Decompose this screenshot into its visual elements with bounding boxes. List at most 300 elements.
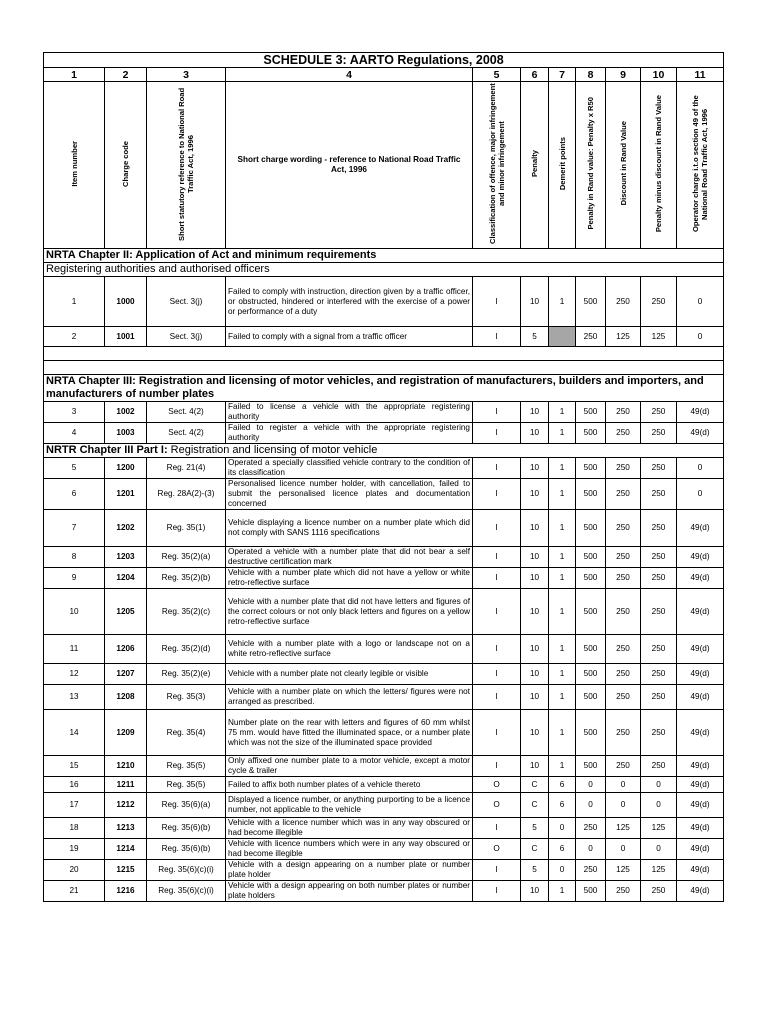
penalty-cell: 10	[521, 458, 549, 479]
statutory-reference-cell: Reg. 35(1)	[147, 510, 226, 547]
discount-cell: 250	[606, 277, 641, 327]
penalty-rand-cell: 500	[576, 568, 606, 589]
statutory-reference-cell: Reg. 21(4)	[147, 458, 226, 479]
penalty-rand-cell: 500	[576, 277, 606, 327]
statutory-reference-cell: Sect. 3(j)	[147, 327, 226, 347]
column-number-row	[44, 68, 724, 82]
classification-cell: I	[473, 756, 521, 777]
statutory-reference-cell: Reg. 35(5)	[147, 756, 226, 777]
operator-charge-cell: 49(d)	[677, 793, 724, 818]
penalty-rand-cell: 500	[576, 635, 606, 664]
operator-charge-cell: 49(d)	[677, 510, 724, 547]
discount-cell: 0	[606, 839, 641, 860]
demerit-points-cell: 6	[549, 839, 576, 860]
item-number-cell: 2	[44, 327, 105, 347]
penalty-cell: 10	[521, 881, 549, 902]
colnum-3: 3	[147, 68, 226, 82]
charge-wording-cell: Vehicle with a number plate which did not have a yellow or white retro-reflective surface	[226, 568, 473, 589]
charge-wording-cell: Vehicle with a design appearing on a number plate or number plate holder	[226, 860, 473, 881]
item-number-cell: 17	[44, 793, 105, 818]
penalty-minus-discount-cell: 250	[641, 277, 677, 327]
subsection-heading-rest: Registration and licensing of motor vehicle	[167, 444, 378, 456]
penalty-cell: 10	[521, 635, 549, 664]
penalty-cell: 10	[521, 479, 549, 510]
operator-charge-cell: 49(d)	[677, 685, 724, 710]
charge-wording-cell: Displayed a licence number, or anything purporting to be a licence number, not applicable to the vehicle	[226, 793, 473, 818]
subsection-heading	[44, 444, 724, 458]
charge-wording-cell: Operated a specially classified vehicle contrary to the condition of its classification	[226, 458, 473, 479]
classification-cell: I	[473, 423, 521, 444]
item-number-cell: 21	[44, 881, 105, 902]
penalty-rand-cell: 250	[576, 860, 606, 881]
table-row	[44, 479, 724, 510]
spacer-cell	[44, 361, 724, 375]
charge-code-cell: 1205	[105, 589, 147, 635]
header-discount-cell	[606, 82, 641, 249]
header-row	[44, 82, 724, 249]
charge-code-cell: 1204	[105, 568, 147, 589]
table-row	[44, 793, 724, 818]
statutory-reference-cell: Reg. 35(6)(c)(i)	[147, 860, 226, 881]
operator-charge-cell: 49(d)	[677, 589, 724, 635]
header-classification: Classification of offence, major infringement and minor infringement	[487, 83, 506, 244]
penalty-minus-discount-cell: 125	[641, 818, 677, 839]
charge-code-cell: 1209	[105, 710, 147, 756]
table-row	[44, 685, 724, 710]
demerit-points-cell: 1	[549, 277, 576, 327]
header-statutory-reference: Short statutory reference to National Road Traffic Act, 1996	[177, 86, 195, 241]
operator-charge-cell: 0	[677, 277, 724, 327]
classification-cell: I	[473, 685, 521, 710]
operator-charge-cell: 49(d)	[677, 568, 724, 589]
charge-code-cell: 1202	[105, 510, 147, 547]
colnum-8: 8	[576, 68, 606, 82]
penalty-minus-discount-cell: 250	[641, 710, 677, 756]
header-penalty-cell	[521, 82, 549, 249]
demerit-points-cell: 1	[549, 458, 576, 479]
header-discount: Discount in Rand Value	[618, 121, 628, 206]
header-penalty-rand: Penalty in Rand value: Penalty x R50	[586, 97, 595, 230]
item-number-cell: 3	[44, 402, 105, 423]
table-row	[44, 881, 724, 902]
operator-charge-cell: 49(d)	[677, 664, 724, 685]
header-charge-wording: Short charge wording - reference to National Road Traffic Act, 1996	[226, 82, 473, 249]
penalty-rand-cell: 250	[576, 327, 606, 347]
penalty-minus-discount-cell: 250	[641, 635, 677, 664]
table-row	[44, 277, 724, 327]
item-number-cell: 6	[44, 479, 105, 510]
table-row	[44, 327, 724, 347]
demerit-points-cell: 1	[549, 710, 576, 756]
statutory-reference-cell: Reg. 35(2)(b)	[147, 568, 226, 589]
demerit-points-cell: 1	[549, 756, 576, 777]
schedule-title: SCHEDULE 3: AARTO Regulations, 2008	[44, 53, 724, 68]
operator-charge-cell: 49(d)	[677, 881, 724, 902]
penalty-cell: 10	[521, 547, 549, 568]
demerit-points-cell: 1	[549, 589, 576, 635]
charge-wording-cell: Only affixed one number plate to a motor vehicle, except a motor cycle & trailer	[226, 756, 473, 777]
subsection-row	[44, 444, 724, 458]
operator-charge-cell: 49(d)	[677, 818, 724, 839]
subsection-heading: Registering authorities and authorised officers	[44, 263, 724, 277]
table-row	[44, 860, 724, 881]
operator-charge-cell: 0	[677, 327, 724, 347]
demerit-points-cell: 1	[549, 402, 576, 423]
penalty-rand-cell: 500	[576, 710, 606, 756]
statutory-reference-cell: Reg. 35(3)	[147, 685, 226, 710]
discount-cell: 125	[606, 818, 641, 839]
penalty-cell: 5	[521, 818, 549, 839]
charge-wording-cell: Vehicle with a number plate that did not have letters and figures of the correct colours or not only black letters and figures on a yellow retro-reflective surface	[226, 589, 473, 635]
penalty-cell: 10	[521, 589, 549, 635]
classification-cell: O	[473, 839, 521, 860]
header-statutory-reference-cell	[147, 82, 226, 249]
statutory-reference-cell: Reg. 35(2)(c)	[147, 589, 226, 635]
classification-cell: O	[473, 777, 521, 793]
operator-charge-cell: 49(d)	[677, 423, 724, 444]
chapter-heading: NRTA Chapter III: Registration and licensing of motor vehicles, and registration of manufacturers, builders and importers, and manufacturers of number plates	[44, 375, 724, 402]
operator-charge-cell: 49(d)	[677, 860, 724, 881]
item-number-cell: 8	[44, 547, 105, 568]
penalty-minus-discount-cell: 250	[641, 423, 677, 444]
penalty-rand-cell: 500	[576, 547, 606, 568]
operator-charge-cell: 49(d)	[677, 710, 724, 756]
item-number-cell: 13	[44, 685, 105, 710]
penalty-minus-discount-cell: 250	[641, 547, 677, 568]
demerit-points-cell	[549, 327, 576, 347]
operator-charge-cell: 49(d)	[677, 547, 724, 568]
colnum-7: 7	[549, 68, 576, 82]
table-row	[44, 458, 724, 479]
header-demerit-points: Demerit points	[557, 136, 567, 191]
penalty-cell: 10	[521, 423, 549, 444]
demerit-points-cell: 1	[549, 568, 576, 589]
header-item-number: Item number	[69, 140, 79, 187]
demerit-points-cell: 1	[549, 685, 576, 710]
charge-wording-cell: Personalised licence number holder, with cancellation, failed to submit the personalised licence plates and documentation concerned	[226, 479, 473, 510]
demerit-points-cell: 1	[549, 664, 576, 685]
penalty-minus-discount-cell: 0	[641, 839, 677, 860]
table-row	[44, 777, 724, 793]
spacer-cell	[44, 347, 724, 361]
discount-cell: 0	[606, 777, 641, 793]
operator-charge-cell: 49(d)	[677, 839, 724, 860]
penalty-rand-cell: 500	[576, 423, 606, 444]
penalty-minus-discount-cell: 250	[641, 568, 677, 589]
header-charge-code: Charge code	[121, 140, 130, 187]
item-number-cell: 7	[44, 510, 105, 547]
charge-code-cell: 1002	[105, 402, 147, 423]
header-penalty-minus-discount: Penalty minus discount in Rand Value	[654, 94, 663, 233]
classification-cell: I	[473, 710, 521, 756]
item-number-cell: 1	[44, 277, 105, 327]
colnum-9: 9	[606, 68, 641, 82]
discount-cell: 250	[606, 756, 641, 777]
discount-cell: 250	[606, 589, 641, 635]
colnum-1: 1	[44, 68, 105, 82]
charge-wording-cell: Failed to comply with instruction, direction given by a traffic officer, or obstructed, hindered or interfered with the exercise of a power or performance of a duty	[226, 277, 473, 327]
table-row	[44, 423, 724, 444]
classification-cell: I	[473, 479, 521, 510]
penalty-minus-discount-cell: 250	[641, 685, 677, 710]
chapter-row	[44, 249, 724, 263]
spacer-row	[44, 361, 724, 375]
item-number-cell: 18	[44, 818, 105, 839]
classification-cell: O	[473, 793, 521, 818]
chapter-heading: NRTA Chapter II: Application of Act and minimum requirements	[44, 249, 724, 263]
table-row	[44, 547, 724, 568]
item-number-cell: 5	[44, 458, 105, 479]
charge-code-cell: 1214	[105, 839, 147, 860]
header-penalty-minus-discount-cell	[641, 82, 677, 249]
penalty-rand-cell: 500	[576, 589, 606, 635]
table-row	[44, 664, 724, 685]
operator-charge-cell: 0	[677, 479, 724, 510]
penalty-cell: 10	[521, 756, 549, 777]
demerit-points-cell: 1	[549, 510, 576, 547]
subsection-heading-bold: NRTR Chapter III Part I:	[46, 444, 168, 456]
header-penalty: Penalty	[530, 149, 539, 177]
penalty-rand-cell: 500	[576, 402, 606, 423]
item-number-cell: 10	[44, 589, 105, 635]
penalty-cell: C	[521, 839, 549, 860]
statutory-reference-cell: Reg. 35(5)	[147, 777, 226, 793]
table-row	[44, 635, 724, 664]
penalty-cell: 10	[521, 510, 549, 547]
penalty-minus-discount-cell: 250	[641, 756, 677, 777]
operator-charge-cell: 0	[677, 458, 724, 479]
charge-wording-cell: Number plate on the rear with letters and figures of 60 mm whilst 75 mm. would have fitted the illuminated space, or a number plate which was not the size of the illuminated space provided	[226, 710, 473, 756]
header-operator-charge-cell	[677, 82, 724, 249]
charge-wording-cell: Vehicle with licence numbers which were in any way obscured or had become illegible	[226, 839, 473, 860]
charge-wording-cell: Vehicle displaying a licence number on a number plate which did not comply with SANS 1116 specifications	[226, 510, 473, 547]
penalty-cell: 5	[521, 860, 549, 881]
statutory-reference-cell: Reg. 35(2)(d)	[147, 635, 226, 664]
charge-code-cell: 1216	[105, 881, 147, 902]
penalty-cell: 10	[521, 568, 549, 589]
charge-wording-cell: Vehicle with a number plate on which the letters/ figures were not arranged as prescribed.	[226, 685, 473, 710]
penalty-minus-discount-cell: 250	[641, 510, 677, 547]
colnum-10: 10	[641, 68, 677, 82]
statutory-reference-cell: Reg. 35(6)(b)	[147, 818, 226, 839]
statutory-reference-cell: Reg. 35(4)	[147, 710, 226, 756]
item-number-cell: 12	[44, 664, 105, 685]
charge-wording-cell: Vehicle with a number plate not clearly legible or visible	[226, 664, 473, 685]
classification-cell: I	[473, 860, 521, 881]
charge-code-cell: 1208	[105, 685, 147, 710]
chapter-row	[44, 375, 724, 402]
charge-wording-cell: Vehicle with a licence number which was in any way obscured or had become illegible	[226, 818, 473, 839]
operator-charge-cell: 49(d)	[677, 635, 724, 664]
penalty-cell: 10	[521, 402, 549, 423]
subsection-row	[44, 263, 724, 277]
item-number-cell: 9	[44, 568, 105, 589]
statutory-reference-cell: Reg. 35(2)(e)	[147, 664, 226, 685]
discount-cell: 250	[606, 547, 641, 568]
header-classification-cell	[473, 82, 521, 249]
operator-charge-cell: 49(d)	[677, 777, 724, 793]
discount-cell: 125	[606, 860, 641, 881]
penalty-minus-discount-cell: 250	[641, 479, 677, 510]
operator-charge-cell: 49(d)	[677, 756, 724, 777]
classification-cell: I	[473, 635, 521, 664]
charge-wording-cell: Vehicle with a design appearing on both number plates or number plate holders	[226, 881, 473, 902]
charge-wording-cell: Failed to comply with a signal from a traffic officer	[226, 327, 473, 347]
item-number-cell: 19	[44, 839, 105, 860]
charge-code-cell: 1206	[105, 635, 147, 664]
statutory-reference-cell: Sect. 3(j)	[147, 277, 226, 327]
penalty-minus-discount-cell: 0	[641, 777, 677, 793]
demerit-points-cell: 6	[549, 777, 576, 793]
classification-cell: I	[473, 327, 521, 347]
penalty-rand-cell: 500	[576, 479, 606, 510]
discount-cell: 250	[606, 881, 641, 902]
demerit-points-cell: 1	[549, 423, 576, 444]
penalty-minus-discount-cell: 250	[641, 402, 677, 423]
statutory-reference-cell: Reg. 35(6)(a)	[147, 793, 226, 818]
charge-code-cell: 1210	[105, 756, 147, 777]
demerit-points-cell: 6	[549, 793, 576, 818]
classification-cell: I	[473, 458, 521, 479]
operator-charge-cell: 49(d)	[677, 402, 724, 423]
discount-cell: 0	[606, 793, 641, 818]
table-row	[44, 839, 724, 860]
penalty-rand-cell: 500	[576, 458, 606, 479]
colnum-11: 11	[677, 68, 724, 82]
charge-code-cell: 1003	[105, 423, 147, 444]
charge-code-cell: 1001	[105, 327, 147, 347]
penalty-cell: 10	[521, 277, 549, 327]
demerit-points-cell: 0	[549, 818, 576, 839]
statutory-reference-cell: Sect. 4(2)	[147, 402, 226, 423]
discount-cell: 125	[606, 327, 641, 347]
penalty-minus-discount-cell: 0	[641, 793, 677, 818]
demerit-points-cell: 0	[549, 860, 576, 881]
penalty-minus-discount-cell: 125	[641, 327, 677, 347]
classification-cell: I	[473, 589, 521, 635]
demerit-points-cell: 1	[549, 547, 576, 568]
penalty-rand-cell: 500	[576, 510, 606, 547]
classification-cell: I	[473, 664, 521, 685]
penalty-cell: 10	[521, 664, 549, 685]
statutory-reference-cell: Reg. 28A(2)-(3)	[147, 479, 226, 510]
item-number-cell: 14	[44, 710, 105, 756]
spacer-row	[44, 347, 724, 361]
discount-cell: 250	[606, 664, 641, 685]
charge-code-cell: 1207	[105, 664, 147, 685]
demerit-points-cell: 1	[549, 881, 576, 902]
charge-code-cell: 1201	[105, 479, 147, 510]
table-row	[44, 818, 724, 839]
table-row	[44, 756, 724, 777]
discount-cell: 250	[606, 510, 641, 547]
discount-cell: 250	[606, 635, 641, 664]
charge-wording-cell: Operated a vehicle with a number plate that did not bear a self destructive certification mark	[226, 547, 473, 568]
statutory-reference-cell: Reg. 35(2)(a)	[147, 547, 226, 568]
charge-code-cell: 1212	[105, 793, 147, 818]
schedule-table	[43, 52, 724, 902]
penalty-cell: 5	[521, 327, 549, 347]
statutory-reference-cell: Sect. 4(2)	[147, 423, 226, 444]
table-row	[44, 589, 724, 635]
discount-cell: 250	[606, 685, 641, 710]
header-operator-charge: Operator charge i.t.o section 49 of the National Road Traffic Act, 1996	[691, 95, 710, 232]
table-row	[44, 710, 724, 756]
table-row	[44, 568, 724, 589]
penalty-rand-cell: 250	[576, 818, 606, 839]
statutory-reference-cell: Reg. 35(6)(b)	[147, 839, 226, 860]
classification-cell: I	[473, 568, 521, 589]
penalty-minus-discount-cell: 250	[641, 664, 677, 685]
penalty-cell: 10	[521, 685, 549, 710]
classification-cell: I	[473, 818, 521, 839]
penalty-rand-cell: 0	[576, 777, 606, 793]
penalty-minus-discount-cell: 250	[641, 589, 677, 635]
colnum-6: 6	[521, 68, 549, 82]
discount-cell: 250	[606, 423, 641, 444]
penalty-cell: C	[521, 793, 549, 818]
penalty-cell: 10	[521, 710, 549, 756]
charge-code-cell: 1213	[105, 818, 147, 839]
penalty-rand-cell: 500	[576, 685, 606, 710]
header-charge-code-cell	[105, 82, 147, 249]
item-number-cell: 11	[44, 635, 105, 664]
demerit-points-cell: 1	[549, 479, 576, 510]
classification-cell: I	[473, 510, 521, 547]
charge-wording-cell: Failed to register a vehicle with the appropriate registering authority	[226, 423, 473, 444]
classification-cell: I	[473, 402, 521, 423]
classification-cell: I	[473, 547, 521, 568]
penalty-rand-cell: 500	[576, 664, 606, 685]
penalty-minus-discount-cell: 125	[641, 860, 677, 881]
penalty-rand-cell: 0	[576, 839, 606, 860]
item-number-cell: 16	[44, 777, 105, 793]
header-demerit-points-cell	[549, 82, 576, 249]
discount-cell: 250	[606, 710, 641, 756]
table-row	[44, 402, 724, 423]
header-penalty-rand-cell	[576, 82, 606, 249]
charge-code-cell: 1215	[105, 860, 147, 881]
charge-code-cell: 1203	[105, 547, 147, 568]
colnum-4: 4	[226, 68, 473, 82]
penalty-rand-cell: 0	[576, 793, 606, 818]
penalty-cell: C	[521, 777, 549, 793]
charge-wording-cell: Vehicle with a number plate with a logo or landscape not on a white retro-reflective surface	[226, 635, 473, 664]
penalty-rand-cell: 500	[576, 756, 606, 777]
item-number-cell: 15	[44, 756, 105, 777]
discount-cell: 250	[606, 479, 641, 510]
discount-cell: 250	[606, 458, 641, 479]
charge-code-cell: 1211	[105, 777, 147, 793]
discount-cell: 250	[606, 402, 641, 423]
classification-cell: I	[473, 277, 521, 327]
header-item-number-cell	[44, 82, 105, 249]
charge-wording-cell: Failed to license a vehicle with the appropriate registering authority	[226, 402, 473, 423]
charge-wording-cell: Failed to affix both number plates of a vehicle thereto	[226, 777, 473, 793]
item-number-cell: 20	[44, 860, 105, 881]
classification-cell: I	[473, 881, 521, 902]
penalty-minus-discount-cell: 250	[641, 458, 677, 479]
title-row	[44, 53, 724, 68]
colnum-5: 5	[473, 68, 521, 82]
table-row	[44, 510, 724, 547]
discount-cell: 250	[606, 568, 641, 589]
item-number-cell: 4	[44, 423, 105, 444]
penalty-minus-discount-cell: 250	[641, 881, 677, 902]
demerit-points-cell: 1	[549, 635, 576, 664]
penalty-rand-cell: 500	[576, 881, 606, 902]
charge-code-cell: 1000	[105, 277, 147, 327]
